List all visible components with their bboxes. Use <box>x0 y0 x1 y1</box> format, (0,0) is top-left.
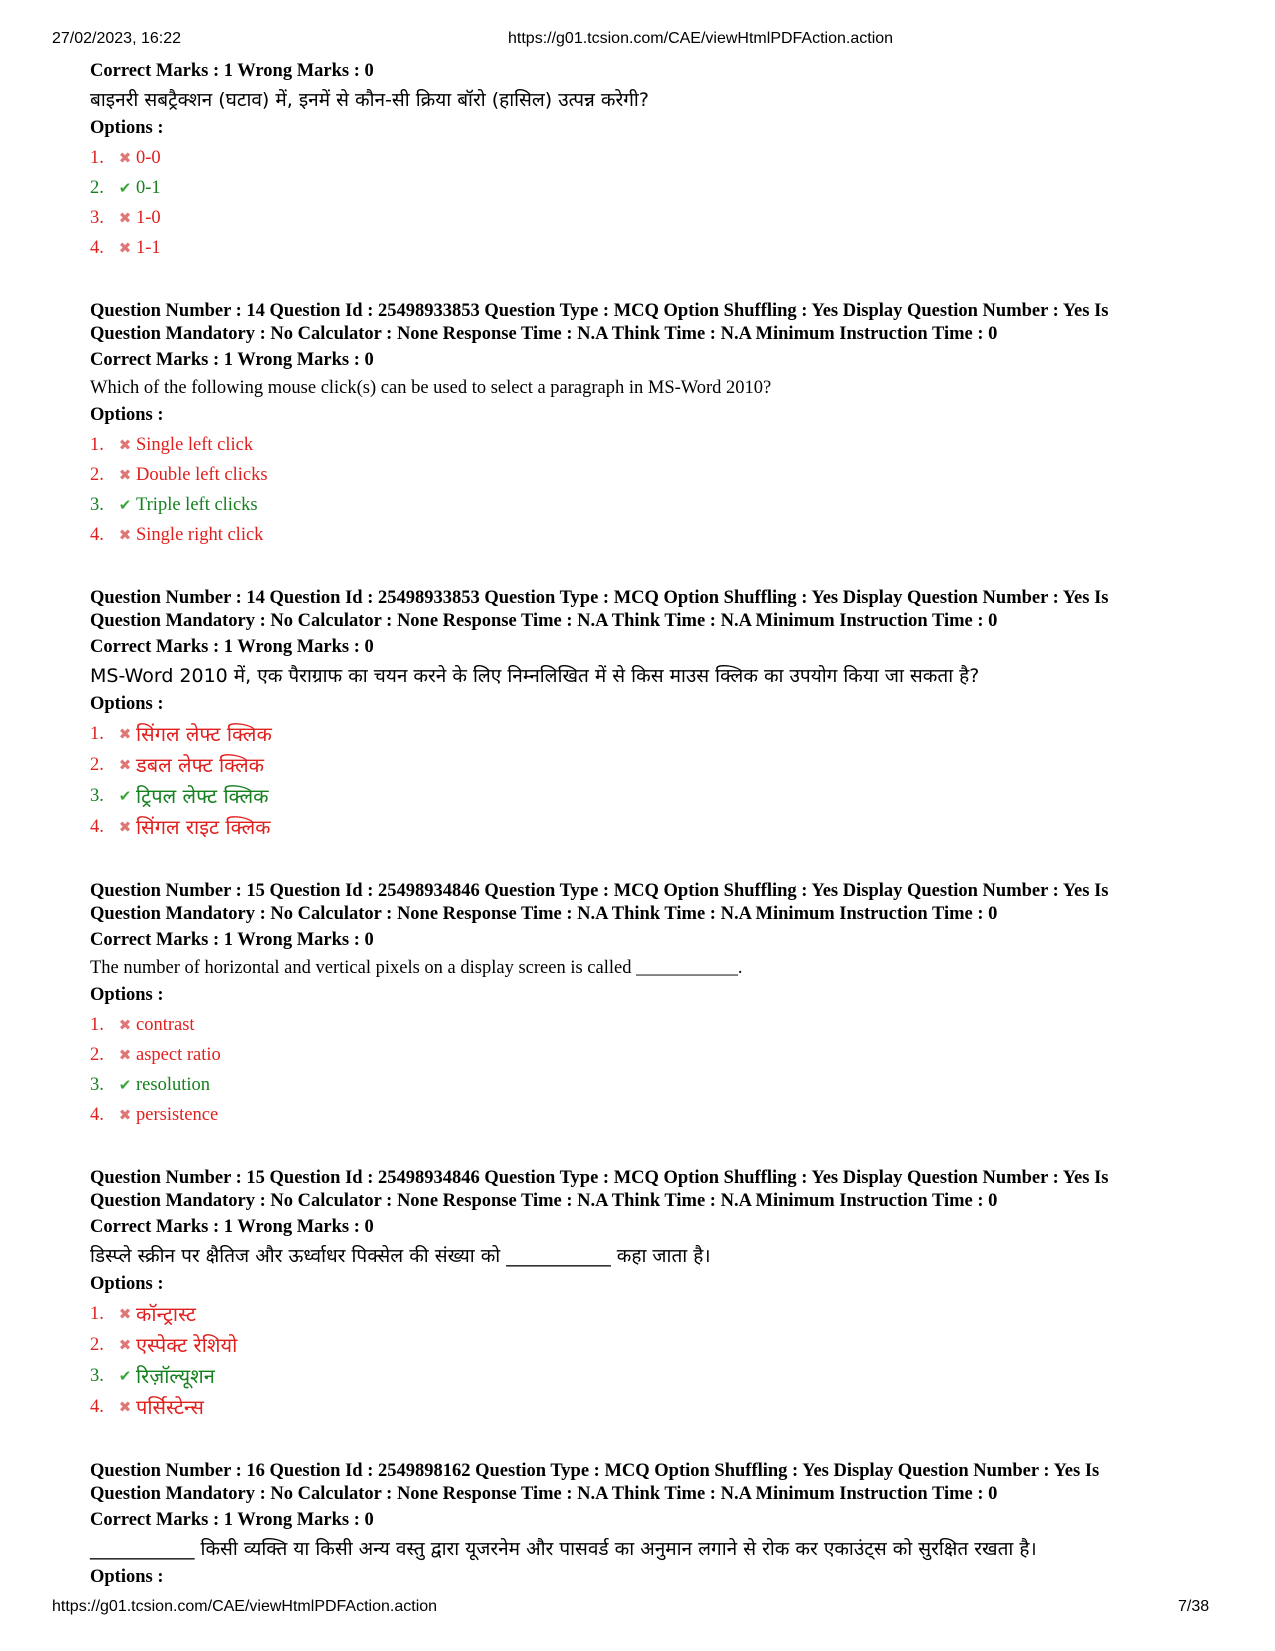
question-meta: Question Number : 15 Question Id : 25498934846 Question Type : MCQ Option Shuffling : Yes Display Question Number : Yes Is <box>90 1168 1109 1188</box>
option-number: 4. <box>90 1105 104 1125</box>
cross-icon: ✖ <box>118 725 132 743</box>
question-block <box>90 587 1210 843</box>
option-item <box>90 750 1210 781</box>
question-paper <box>90 60 1210 1592</box>
cross-icon: ✖ <box>118 1046 132 1064</box>
question-text: डिस्प्ले स्क्रीन पर क्षैतिज और ऊर्ध्वाधर पिक्सेल की संख्या को ___________ कहा जाता है। <box>90 1245 711 1267</box>
option-item <box>90 1299 1210 1330</box>
options-list <box>90 430 1210 550</box>
option-text: रिज़ॉल्यूशन <box>136 1364 215 1388</box>
question-text: MS-Word 2010 में, एक पैराग्राफ का चयन करने के लिए निम्नलिखित में से किस माउस क्लिक का उपयोग किया जा सकता है? <box>90 665 980 687</box>
option-number: 2. <box>90 755 104 775</box>
marks-line: Correct Marks : 1 Wrong Marks : 0 <box>90 1510 374 1530</box>
cross-icon: ✖ <box>118 436 132 454</box>
option-text: 0-0 <box>136 148 161 168</box>
options-list <box>90 1299 1210 1423</box>
option-number: 1. <box>90 435 104 455</box>
options-list <box>90 719 1210 843</box>
option-item <box>90 1330 1210 1361</box>
options-label: Options : <box>90 985 164 1005</box>
option-text: persistence <box>136 1105 219 1125</box>
question-meta: Question Mandatory : No Calculator : None Response Time : N.A Think Time : N.A Minimum Instruction Time : 0 <box>90 1484 998 1504</box>
option-item <box>90 1100 1210 1130</box>
question-meta: Question Mandatory : No Calculator : None Response Time : N.A Think Time : N.A Minimum Instruction Time : 0 <box>90 611 998 631</box>
option-number: 4. <box>90 525 104 545</box>
option-number: 1. <box>90 148 104 168</box>
check-icon: ✔ <box>118 179 132 197</box>
cross-icon: ✖ <box>118 756 132 774</box>
option-text: एस्पेक्ट रेशियो <box>136 1333 238 1357</box>
option-number: 1. <box>90 724 104 744</box>
cross-icon: ✖ <box>118 1016 132 1034</box>
option-text: डबल लेफ्ट क्लिक <box>136 753 264 777</box>
option-item <box>90 520 1210 550</box>
question-meta: Question Mandatory : No Calculator : None Response Time : N.A Think Time : N.A Minimum Instruction Time : 0 <box>90 1191 998 1211</box>
cross-icon: ✖ <box>118 818 132 836</box>
options-label: Options : <box>90 118 164 138</box>
cross-icon: ✖ <box>118 149 132 167</box>
option-text: Single right click <box>136 525 264 545</box>
option-text: contrast <box>136 1015 195 1035</box>
option-number: 2. <box>90 465 104 485</box>
options-label: Options : <box>90 694 164 714</box>
option-number: 3. <box>90 208 104 228</box>
option-text: Double left clicks <box>136 465 268 485</box>
option-number: 2. <box>90 1045 104 1065</box>
option-text: Single left click <box>136 435 254 455</box>
marks-line: Correct Marks : 1 Wrong Marks : 0 <box>90 1217 374 1237</box>
question-meta: Question Mandatory : No Calculator : None Response Time : N.A Think Time : N.A Minimum Instruction Time : 0 <box>90 904 998 924</box>
option-number: 4. <box>90 817 104 837</box>
question-meta: Question Mandatory : No Calculator : None Response Time : N.A Think Time : N.A Minimum Instruction Time : 0 <box>90 324 998 344</box>
option-number: 4. <box>90 1397 104 1417</box>
question-text: बाइनरी सबट्रैक्शन (घटाव) में, इनमें से कौन-सी क्रिया बॉरो (हासिल) उत्पन्न करेगी? <box>90 89 649 111</box>
cross-icon: ✖ <box>118 1106 132 1124</box>
options-label: Options : <box>90 405 164 425</box>
option-text: Triple left clicks <box>136 495 258 515</box>
question-block <box>90 1167 1210 1423</box>
option-number: 2. <box>90 178 104 198</box>
option-item <box>90 203 1210 233</box>
cross-icon: ✖ <box>118 239 132 257</box>
print-datetime: 27/02/2023, 16:22 <box>52 30 182 47</box>
option-item <box>90 233 1210 263</box>
check-icon: ✔ <box>118 1367 132 1385</box>
option-item <box>90 781 1210 812</box>
option-text: 1-1 <box>136 238 161 258</box>
option-item <box>90 490 1210 520</box>
option-item <box>90 430 1210 460</box>
cross-icon: ✖ <box>118 209 132 227</box>
options-list <box>90 1010 1210 1130</box>
option-item <box>90 812 1210 843</box>
option-item <box>90 719 1210 750</box>
option-item <box>90 1392 1210 1423</box>
option-text: aspect ratio <box>136 1045 221 1065</box>
question-block <box>90 300 1210 550</box>
option-text: सिंगल राइट क्लिक <box>136 815 271 839</box>
option-number: 3. <box>90 1075 104 1095</box>
cross-icon: ✖ <box>118 1398 132 1416</box>
question-block <box>90 880 1210 1130</box>
option-number: 3. <box>90 495 104 515</box>
question-block <box>90 60 1210 263</box>
options-label: Options : <box>90 1274 164 1294</box>
option-number: 2. <box>90 1335 104 1355</box>
option-text: पर्सिस्टेन्स <box>136 1395 204 1419</box>
option-text: 0-1 <box>136 178 161 198</box>
print-header-url: https://g01.tcsion.com/CAE/viewHtmlPDFAction.action <box>508 30 894 47</box>
option-item <box>90 143 1210 173</box>
question-meta: Question Number : 14 Question Id : 25498933853 Question Type : MCQ Option Shuffling : Yes Display Question Number : Yes Is <box>90 588 1109 608</box>
option-item <box>90 1361 1210 1392</box>
question-block <box>90 1460 1210 1590</box>
cross-icon: ✖ <box>118 1305 132 1323</box>
marks-line: Correct Marks : 1 Wrong Marks : 0 <box>90 930 374 950</box>
cross-icon: ✖ <box>118 526 132 544</box>
check-icon: ✔ <box>118 496 132 514</box>
options-label: Options : <box>90 1567 164 1587</box>
option-number: 1. <box>90 1304 104 1324</box>
options-list <box>90 143 1210 263</box>
marks-line: Correct Marks : 1 Wrong Marks : 0 <box>90 61 374 81</box>
cross-icon: ✖ <box>118 466 132 484</box>
print-footer-url: https://g01.tcsion.com/CAE/viewHtmlPDFAction.action <box>52 1598 438 1615</box>
option-text: ट्रिपल लेफ्ट क्लिक <box>136 784 269 808</box>
option-item <box>90 460 1210 490</box>
cross-icon: ✖ <box>118 1336 132 1354</box>
question-text: The number of horizontal and vertical pixels on a display screen is called ___________. <box>90 958 743 978</box>
option-text: resolution <box>136 1075 210 1095</box>
option-item <box>90 173 1210 203</box>
question-text: ___________ किसी व्यक्ति या किसी अन्य वस्तु द्वारा यूजरनेम और पासवर्ड का अनुमान लगाने से रोक कर एकाउंट्स को सुरक्षित रखता है। <box>90 1538 1037 1560</box>
option-item <box>90 1010 1210 1040</box>
option-text: सिंगल लेफ्ट क्लिक <box>136 722 272 746</box>
question-meta: Question Number : 14 Question Id : 25498933853 Question Type : MCQ Option Shuffling : Yes Display Question Number : Yes Is <box>90 301 1109 321</box>
marks-line: Correct Marks : 1 Wrong Marks : 0 <box>90 350 374 370</box>
check-icon: ✔ <box>118 787 132 805</box>
marks-line: Correct Marks : 1 Wrong Marks : 0 <box>90 637 374 657</box>
page-number: 7/38 <box>1178 1598 1210 1615</box>
question-meta: Question Number : 15 Question Id : 25498934846 Question Type : MCQ Option Shuffling : Yes Display Question Number : Yes Is <box>90 881 1109 901</box>
option-number: 4. <box>90 238 104 258</box>
option-text: कॉन्ट्रास्ट <box>136 1302 196 1326</box>
option-item <box>90 1040 1210 1070</box>
check-icon: ✔ <box>118 1076 132 1094</box>
question-meta: Question Number : 16 Question Id : 2549898162 Question Type : MCQ Option Shuffling : Yes Display Question Number : Yes Is <box>90 1461 1100 1481</box>
option-item <box>90 1070 1210 1100</box>
option-number: 3. <box>90 786 104 806</box>
option-number: 1. <box>90 1015 104 1035</box>
question-text: Which of the following mouse click(s) can be used to select a paragraph in MS-Word 2010? <box>90 378 772 398</box>
option-number: 3. <box>90 1366 104 1386</box>
option-text: 1-0 <box>136 208 161 228</box>
